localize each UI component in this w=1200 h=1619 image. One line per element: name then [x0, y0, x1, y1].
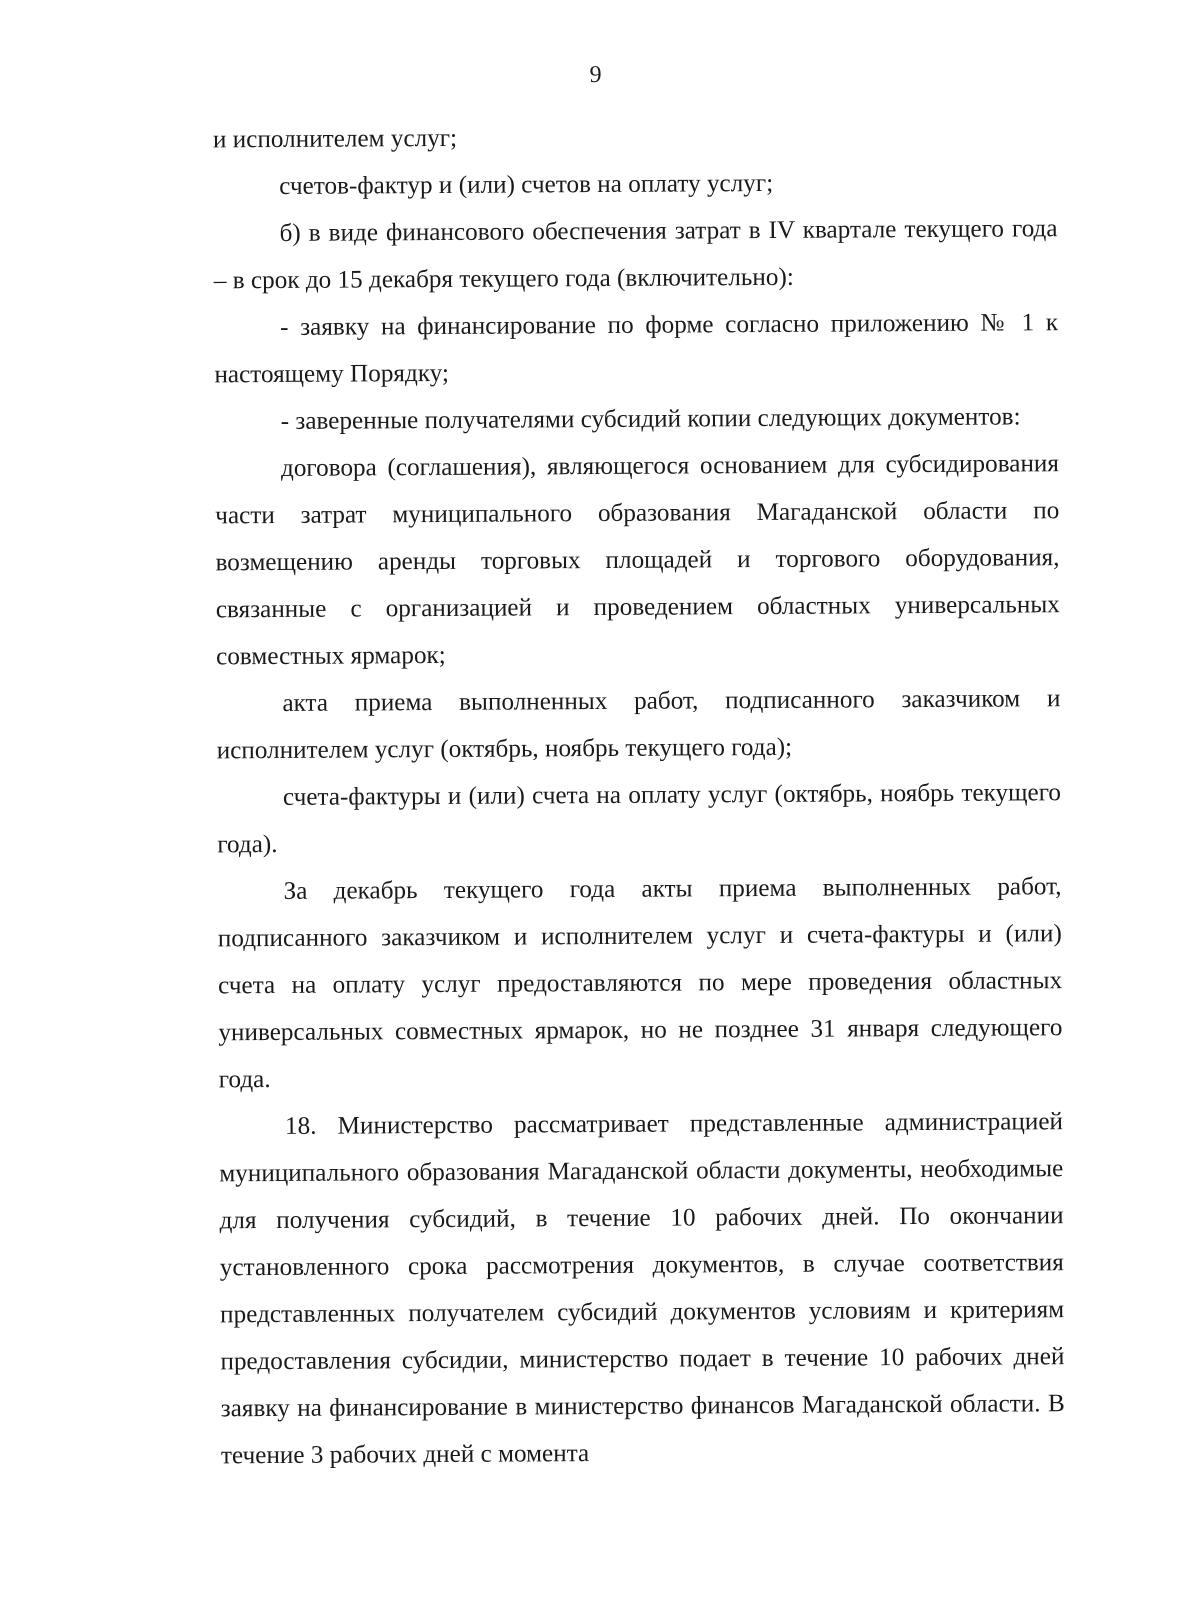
page-number: 9 [589, 61, 602, 89]
paragraph-10: 18. Министерство рассматривает представленные администрацией муниципального образования Магаданской области документы, необходимые для получения субсидий, в течение 10 рабочих дней. По окончании установленного срока рассмотрения документов, в случае соответствия представленных получателем субсидий документов условиям и критериям предоставления субсидии, министерство подает в течение 10 рабочих дней заявку на финансирование в министерство финансов Магаданской области. В течение 3 рабочих дней с момента [219, 1108, 1065, 1470]
paragraph-8: счета-фактуры и (или) счета на оплату услуг (октябрь, ноябрь текущего года). [217, 779, 1062, 859]
paragraph-1: и исполнителем услуг; [212, 124, 458, 154]
paragraph-9: За декабрь текущего года акты приема выполненных работ, подписанного заказчиком и исполнителем услуг и счета-фактуры и (или) счета на оплату услуг предоставляются по мере проведения областных универсальных совместных ярмарок, но не позднее 31 января следующего года. [217, 873, 1063, 1094]
document-body [213, 111, 1065, 1479]
paragraph-5: - заверенные получателями субсидий копии следующих документов: [280, 403, 1021, 435]
paragraph-4: - заявку на финансирование по форме согласно приложению № 1 к настоящему Порядку; [214, 309, 1059, 389]
paragraph-6: договора (соглашения), являющегося основанием для субсидирования части затрат муниципального образования Магаданской области по возмещению аренды торговых площадей и торгового оборудования, связанные с организацией и проведением областных универсальных совместных ярмарок; [215, 450, 1060, 671]
paragraph-3: б) в виде финансового обеспечения затрат в IV квартале текущего года – в срок до 15 декабря текущего года (включительно): [213, 215, 1058, 295]
paragraph-7: акта приема выполненных работ, подписанного заказчиком и исполнителем услуг (октябрь, ноябрь текущего года); [216, 685, 1061, 765]
paragraph-2: счетов-фактур и (или) счетов на оплату услуг; [279, 169, 774, 200]
